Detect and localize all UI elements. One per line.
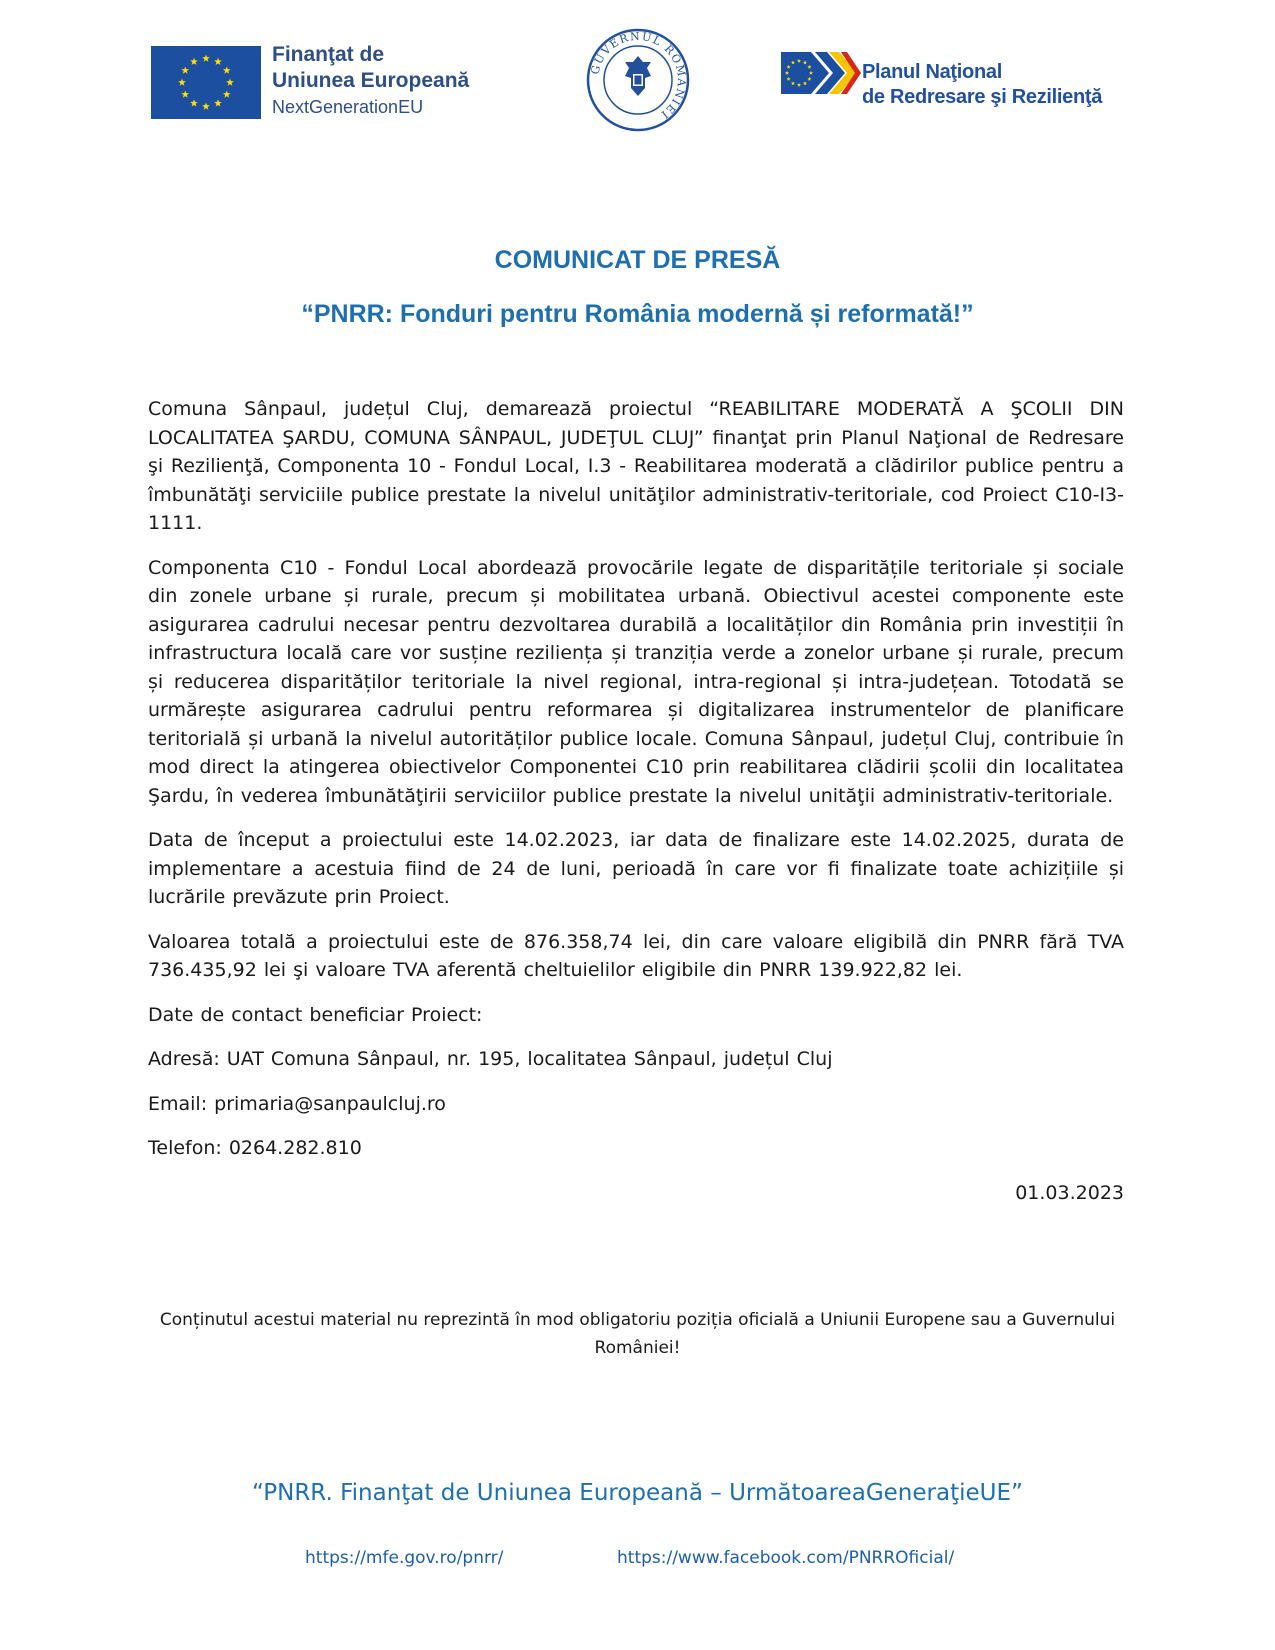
government-seal-logo [586, 28, 690, 132]
press-release-subtitle: “PNRR: Fonduri pentru România modernă și reformată!” [301, 300, 974, 328]
pnrr-label [862, 60, 1102, 110]
eu-line1: Finanţat de [272, 43, 385, 66]
pnrr-logo [781, 52, 861, 94]
release-date: 01.03.2023 [1015, 1181, 1124, 1204]
paragraph-schedule: Data de început a proiectului este 14.02.2023, iar data de finalizare este 14.02.2025, durata de implementare a acestuia fiind de 24 de luni, perioadă în care vor fi finalizate toate achizițiile și lucrările prevăzute prin Proiect. [148, 829, 1124, 908]
press-release-title: COMUNICAT DE PRESĂ [494, 246, 781, 274]
eu-line3: NextGenerationEU [272, 97, 424, 117]
paragraph-component-c10: Componenta C10 - Fondul Local abordează provocările legate de disparitățile teritoriale și sociale din zonele urbane și rurale, precum și mobilitatea urbană. Obiectivul acestei componente este asigurarea cadrului necesar pentru dezvoltarea durabilă a localităților din România prin investiții în infrastructura locală care vor susține reziliența și tranziția verde a zonelor urbane și rurale, precum și reducerea disparităților teritoriale la nivel regional, intra-regional și intra-județean. Totodată se urmărește asigurarea cadrului pentru reformarea și digitalizarea instrumentelor de planificare teritorială și urbană la nivelul autorităților publice locale. Comuna Sânpaul, județul Cluj, contribuie în mod direct la atingerea obiectivelor Componentei C10 prin reabilitarea clădirii școlii din localitatea Şardu, în vederea îmbunătăţirii serviciilor publice prestate la nivelul unităţii administrativ-teritoriale. [148, 556, 1124, 807]
paragraph-budget: Valoarea totală a proiectului este de 876.358,74 lei, din care valoare eligibilă din PNRR fără TVA 736.435,92 lei şi valoare TVA aferentă cheltuielilor eligibile din PNRR 139.922,82 lei. [148, 930, 1124, 981]
contact-heading: Date de contact beneficiar Proiect: [148, 1003, 483, 1026]
eu-flag-icon [151, 46, 261, 119]
eu-flag-logo [151, 46, 261, 119]
mfe-pnrr-link[interactable]: https://mfe.gov.ro/pnrr/ [305, 1548, 504, 1568]
facebook-pnrr-link[interactable]: https://www.facebook.com/PNRROficial/ [617, 1548, 955, 1568]
pnrr-line2: de Redresare şi Rezilienţă [862, 86, 1103, 108]
paragraph-project-intro: Comuna Sânpaul, județul Cluj, demarează proiectul “REABILITARE MODERATĂ A ŞCOLII DIN LOCALITATEA ŞARDU, COMUNA SÂNPAUL, JUDEŢUL CLUJ” finanţat prin Planul Naţional de Redresare şi Rezilienţă, Componenta 10 - Fondul Local, I.3 - Reabilitarea moderată a clădirilor publice pentru a îmbunătăţi serviciile publice prestate la nivelul unităţilor administrativ-teritoriale, cod Proiect C10-I3-1111. [148, 398, 1124, 534]
pnrr-line1: Planul Naţional [862, 61, 1002, 83]
footer-slogan: “PNRR. Finanţat de Uniunea Europeană – UrmătoareaGeneraţieUE” [252, 1480, 1023, 1506]
svg-text:GUVERNUL ROMÂNIEI: GUVERNUL ROMÂNIEI [588, 29, 689, 122]
eu-line2: Uniunea Europeană [272, 69, 470, 92]
disclaimer: Conținutul acestui material nu reprezintă în mod obligatoriu poziția oficială a Uniunii Europene sau a Guvernului României! [159, 1310, 1116, 1358]
eu-funding-label [272, 42, 469, 120]
romania-coat-of-arms-icon [586, 28, 690, 132]
contact-phone: Telefon: 0264.282.810 [148, 1137, 362, 1159]
contact-address: Adresă: UAT Comuna Sânpaul, nr. 195, localitatea Sânpaul, județul Cluj [148, 1048, 833, 1070]
press-release-body [148, 395, 1124, 1223]
contact-email: Email: primaria@sanpaulcluj.ro [148, 1092, 446, 1115]
pnrr-flags-icon [781, 52, 861, 94]
